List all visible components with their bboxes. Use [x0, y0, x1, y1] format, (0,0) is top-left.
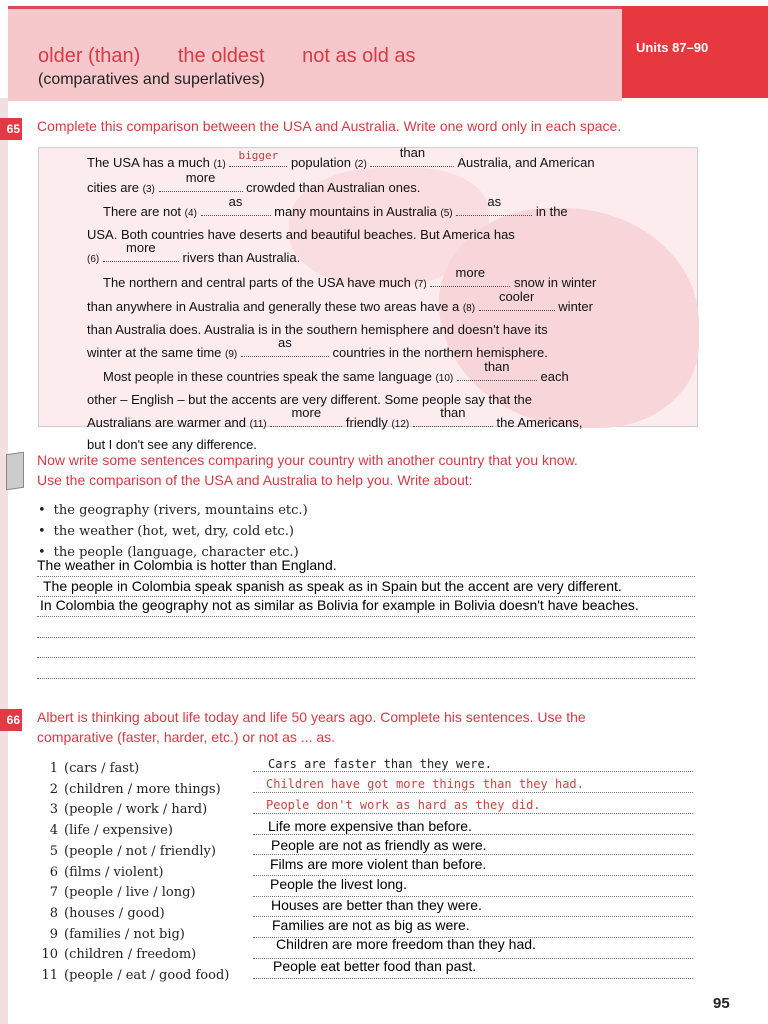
- answer-6: Films are more violent than before.: [270, 856, 487, 872]
- answer-line[interactable]: [253, 854, 693, 855]
- answer-line[interactable]: [253, 978, 693, 979]
- writing-task-icon: [6, 452, 24, 491]
- topic-item: • the people (language, character etc.): [38, 542, 308, 563]
- list-item: 10 (children / freedom): [41, 947, 197, 963]
- cue-list: [40, 759, 229, 987]
- writing-answer: The weather in Colombia is hotter than England.: [37, 557, 337, 573]
- passage-line: (6) more rivers than Australia.: [87, 239, 301, 265]
- gap-8[interactable]: cooler: [479, 295, 555, 311]
- gap-5[interactable]: as: [456, 200, 532, 216]
- title-superlative: the oldest: [177, 45, 265, 67]
- answer-line[interactable]: [253, 771, 693, 772]
- answer-2: Children have got more things than they had.: [266, 777, 584, 791]
- passage-line: other – English – but the accents are very different. Some people say that the: [87, 392, 532, 408]
- answer-line[interactable]: [253, 792, 693, 793]
- gap-6[interactable]: more: [103, 246, 179, 262]
- writing-line[interactable]: [37, 657, 695, 658]
- gap-3[interactable]: more: [159, 176, 243, 192]
- passage-line: than Australia does. Australia is in the southern hemisphere and doesn't have its: [87, 321, 548, 337]
- answer-7: People the livest long.: [270, 876, 407, 892]
- title-comparative: older (than): [38, 45, 141, 67]
- passage-line: The northern and central parts of the USA have much (7) more snow in winter: [103, 264, 597, 290]
- comparison-passage: [38, 145, 698, 453]
- list-item: 4 (life / expensive): [49, 823, 173, 839]
- list-item: 8 (houses / good): [49, 905, 165, 921]
- answer-5: People are not as friendly as were.: [271, 837, 487, 853]
- writing-answer: In Colombia the geography not as similar as Bolivia for example in Bolivia doesn't have beaches.: [40, 597, 639, 613]
- list-item: 2 (children / more things): [49, 781, 221, 797]
- writing-line[interactable]: [37, 576, 695, 577]
- answer-11: People eat better food than past.: [273, 958, 477, 974]
- gap-10[interactable]: than: [457, 365, 537, 381]
- header-subtitle: (comparatives and superlatives): [38, 71, 265, 88]
- passage-line: cities are (3) more crowded than Australian ones.: [87, 169, 421, 195]
- list-item: 9 (families / not big): [49, 926, 185, 942]
- answer-4: Life more expensive than before.: [268, 818, 472, 834]
- exercise-65-instruction: Complete this comparison between the USA and Australia. Write one word only in each space.: [37, 118, 622, 134]
- list-item: 5 (people / not / friendly): [49, 843, 216, 859]
- answer-10: Children are more freedom than they had.: [276, 936, 536, 952]
- list-item: 1 (cars / fast): [49, 761, 140, 776]
- gap-9[interactable]: as: [241, 341, 329, 357]
- topic-item: • the geography (rivers, mountains etc.): [38, 500, 308, 521]
- answer-8: Houses are better than they were.: [271, 897, 482, 913]
- passage-line: The USA has a much (1) bigger population (2) than Australia, and American: [87, 145, 595, 170]
- gap-7[interactable]: more: [430, 271, 510, 287]
- left-margin-strip: [0, 98, 8, 1024]
- list-item: 7 (people / live / long): [49, 885, 196, 901]
- units-label: Units 87–90: [636, 40, 709, 55]
- writing-line[interactable]: [37, 637, 695, 638]
- writing-instruction: Now write some sentences comparing your country with another country that you know. Use the comparison of the USA and Australia to help you. Write about:: [37, 452, 578, 488]
- gap-12[interactable]: than: [413, 411, 493, 427]
- gap-1[interactable]: bigger: [229, 151, 287, 167]
- answer-1: Cars are faster than they were.: [268, 757, 492, 771]
- writing-line[interactable]: [37, 678, 695, 679]
- exercise-66-number: 66: [0, 709, 22, 731]
- answer-3: People don't work as hard as they did.: [266, 798, 541, 812]
- list-item: 3 (people / work / hard): [49, 802, 208, 818]
- list-item: 11 (people / eat / good food): [41, 968, 230, 984]
- list-item: 6 (films / violent): [49, 864, 164, 880]
- answer-line[interactable]: [253, 834, 693, 835]
- writing-topics: [38, 500, 308, 563]
- passage-line: winter at the same time (9) as countries in the northern hemisphere.: [87, 334, 548, 360]
- gap-11[interactable]: more: [270, 411, 342, 427]
- header-title: [38, 45, 448, 68]
- passage-line: Most people in these countries speak the same language (10) than each: [103, 359, 569, 385]
- answer-9: Families are not as big as were.: [272, 917, 470, 933]
- unit-header: [8, 6, 622, 101]
- passage-line: than anywhere in Australia and generally these two areas have a (8) cooler winter: [87, 289, 593, 315]
- answer-line[interactable]: [253, 813, 693, 814]
- exercise-65-number: 65: [0, 118, 22, 140]
- title-not-as: not as old as: [302, 45, 416, 67]
- topic-item: • the weather (hot, wet, dry, cold etc.): [38, 521, 308, 542]
- passage-text: [87, 145, 647, 456]
- gap-4[interactable]: as: [201, 200, 271, 216]
- writing-answer: The people in Colombia speak spanish as speak as in Spain but the accent are very different.: [43, 578, 622, 594]
- passage-line: There are not (4) as many mountains in Australia (5) as in the: [103, 194, 568, 220]
- gap-2[interactable]: than: [370, 151, 454, 167]
- passage-line: but I don't see any difference.: [87, 437, 257, 453]
- passage-line: Australians are warmer and (11) more friendly (12) than the Americans,: [87, 404, 583, 430]
- writing-line[interactable]: [37, 616, 695, 617]
- exercise-66-instruction: Albert is thinking about life today and life 50 years ago. Complete his sentences. Use the comparative (faster, harder, etc.) or not as ... as.: [37, 709, 586, 745]
- units-box: [622, 6, 768, 98]
- page-number: 95: [713, 995, 730, 1012]
- passage-line: USA. Both countries have deserts and beautiful beaches. But America has: [87, 227, 515, 243]
